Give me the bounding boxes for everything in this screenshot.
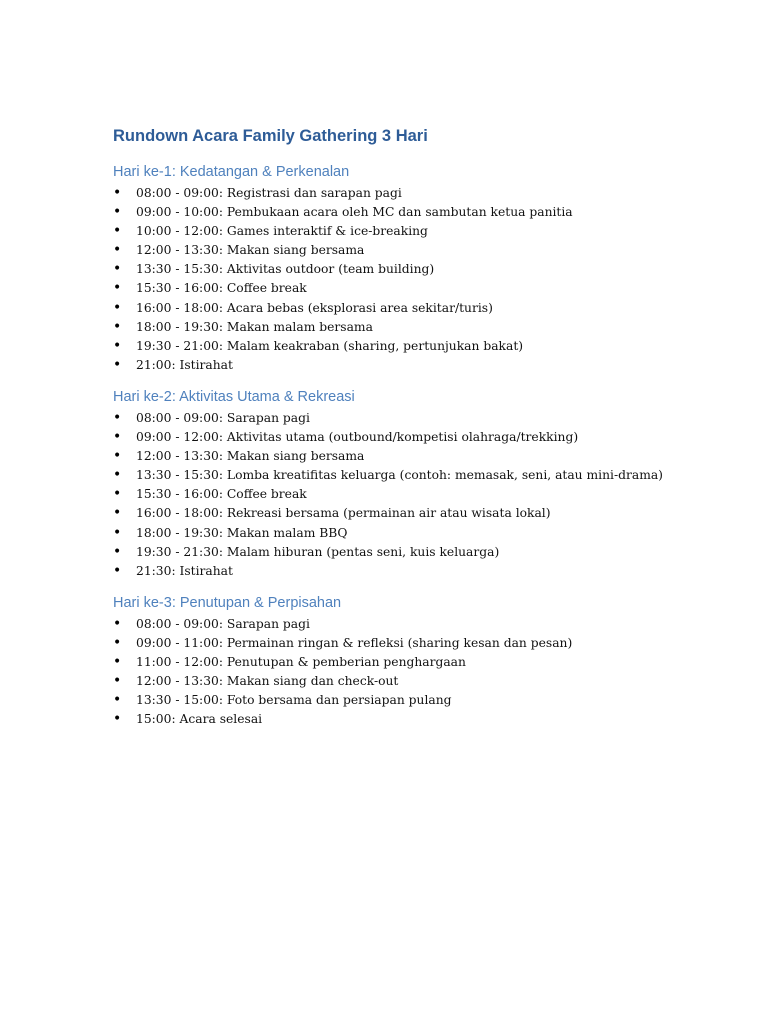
- section-heading: Hari ke-3: Penutupan & Perpisahan: [113, 594, 342, 611]
- list-item: [113, 653, 713, 672]
- list-item-text: 13:30 - 15:00: Foto bersama dan persiapan pulang: [136, 693, 452, 708]
- bullet-icon: •: [113, 318, 122, 335]
- list-item: [113, 241, 713, 260]
- list-item-text: 19:30 - 21:30: Malam hiburan (pentas seni, kuis keluarga): [136, 544, 500, 559]
- bullet-icon: •: [113, 261, 122, 278]
- list-item-text: 21:30: Istirahat: [136, 563, 233, 578]
- list-item-text: 08:00 - 09:00: Sarapan pagi: [136, 616, 310, 631]
- list-item: [113, 466, 713, 485]
- list-item: [113, 260, 713, 279]
- list-item: [113, 356, 713, 375]
- bullet-icon: •: [113, 562, 122, 579]
- list-item-text: 08:00 - 09:00: Registrasi dan sarapan pagi: [136, 186, 402, 200]
- bullet-icon: •: [113, 299, 122, 316]
- list-item: [113, 524, 713, 543]
- list-item-text: 12:00 - 13:30: Makan siang bersama: [136, 243, 365, 258]
- section-heading: Hari ke-1: Kedatangan & Perkenalan: [113, 164, 350, 180]
- bullet-icon: •: [113, 337, 122, 354]
- schedule-list: [113, 184, 713, 375]
- list-item-text: 08:00 - 09:00: Sarapan pagi: [136, 410, 310, 425]
- bullet-icon: •: [113, 634, 122, 651]
- bullet-icon: •: [113, 505, 122, 522]
- list-item: [113, 184, 713, 203]
- list-item-text: 16:00 - 18:00: Acara bebas (eksplorasi area sekitar/turis): [136, 300, 493, 315]
- list-item: [113, 222, 713, 241]
- list-item: [113, 634, 713, 653]
- list-item-text: 15:30 - 16:00: Coffee break: [136, 487, 307, 502]
- bullet-icon: •: [113, 486, 122, 503]
- list-item-text: 13:30 - 15:30: Lomba kreatifitas keluarga (contoh: memasak, seni, atau mini-drama): [136, 468, 663, 483]
- section-day-1: [113, 160, 713, 375]
- section-day-2: [113, 385, 713, 581]
- list-item-text: 11:00 - 12:00: Penutupan & pemberian penghargaan: [136, 654, 466, 669]
- list-item-text: 16:00 - 18:00: Rekreasi bersama (permainan air atau wisata lokal): [136, 506, 551, 521]
- list-item: [113, 672, 713, 691]
- list-item-text: 09:00 - 11:00: Permainan ringan & refleksi (sharing kesan dan pesan): [136, 635, 573, 650]
- list-item: [113, 562, 713, 581]
- bullet-icon: •: [113, 448, 122, 465]
- bullet-icon: •: [113, 615, 122, 632]
- section-day-3: [113, 591, 713, 730]
- list-item-text: 10:00 - 12:00: Games interaktif & ice-breaking: [136, 224, 428, 239]
- bullet-icon: •: [113, 711, 122, 728]
- list-item: [113, 710, 713, 729]
- list-item: [113, 337, 713, 356]
- bullet-icon: •: [113, 673, 122, 690]
- list-item: [113, 299, 713, 318]
- list-item: [113, 409, 713, 428]
- list-item: [113, 203, 713, 222]
- list-item-text: 09:00 - 12:00: Aktivitas utama (outbound/kompetisi olahraga/trekking): [136, 430, 579, 445]
- list-item: [113, 447, 713, 466]
- bullet-icon: •: [113, 204, 122, 221]
- list-item: [113, 279, 713, 298]
- list-item: [113, 543, 713, 562]
- list-item-text: 18:00 - 19:30: Makan malam bersama: [136, 319, 373, 334]
- section-heading: Hari ke-2: Aktivitas Utama & Rekreasi: [113, 388, 355, 405]
- list-item: [113, 504, 713, 523]
- list-item: [113, 485, 713, 504]
- list-item-text: 18:00 - 19:30: Makan malam BBQ: [136, 525, 348, 540]
- document-title: Rundown Acara Family Gathering 3 Hari: [113, 127, 428, 145]
- list-item: [113, 615, 713, 634]
- bullet-icon: •: [113, 429, 122, 446]
- bullet-icon: •: [113, 543, 122, 560]
- list-item: [113, 318, 713, 337]
- list-item-text: 21:00: Istirahat: [136, 357, 233, 372]
- list-item-text: 12:00 - 13:30: Makan siang bersama: [136, 449, 365, 464]
- bullet-icon: •: [113, 223, 122, 240]
- list-item-text: 13:30 - 15:30: Aktivitas outdoor (team building): [136, 262, 435, 277]
- bullet-icon: •: [113, 524, 122, 541]
- bullet-icon: •: [113, 280, 122, 297]
- bullet-icon: •: [113, 242, 122, 259]
- bullet-icon: •: [113, 653, 122, 670]
- list-item-text: 09:00 - 10:00: Pembukaan acara oleh MC dan sambutan ketua panitia: [136, 205, 573, 220]
- list-item-text: 12:00 - 13:30: Makan siang dan check-out: [136, 674, 399, 689]
- bullet-icon: •: [113, 356, 122, 373]
- list-item-text: 15:30 - 16:00: Coffee break: [136, 281, 307, 296]
- list-item-text: 19:30 - 21:00: Malam keakraban (sharing, pertunjukan bakat): [136, 338, 524, 353]
- bullet-icon: •: [113, 467, 122, 484]
- document-page: [113, 122, 713, 729]
- schedule-list: [113, 615, 713, 730]
- schedule-list: [113, 409, 713, 581]
- bullet-icon: •: [113, 185, 122, 201]
- list-item-text: 15:00: Acara selesai: [136, 712, 263, 727]
- list-item: [113, 428, 713, 447]
- bullet-icon: •: [113, 409, 122, 426]
- bullet-icon: •: [113, 692, 122, 709]
- list-item: [113, 691, 713, 710]
